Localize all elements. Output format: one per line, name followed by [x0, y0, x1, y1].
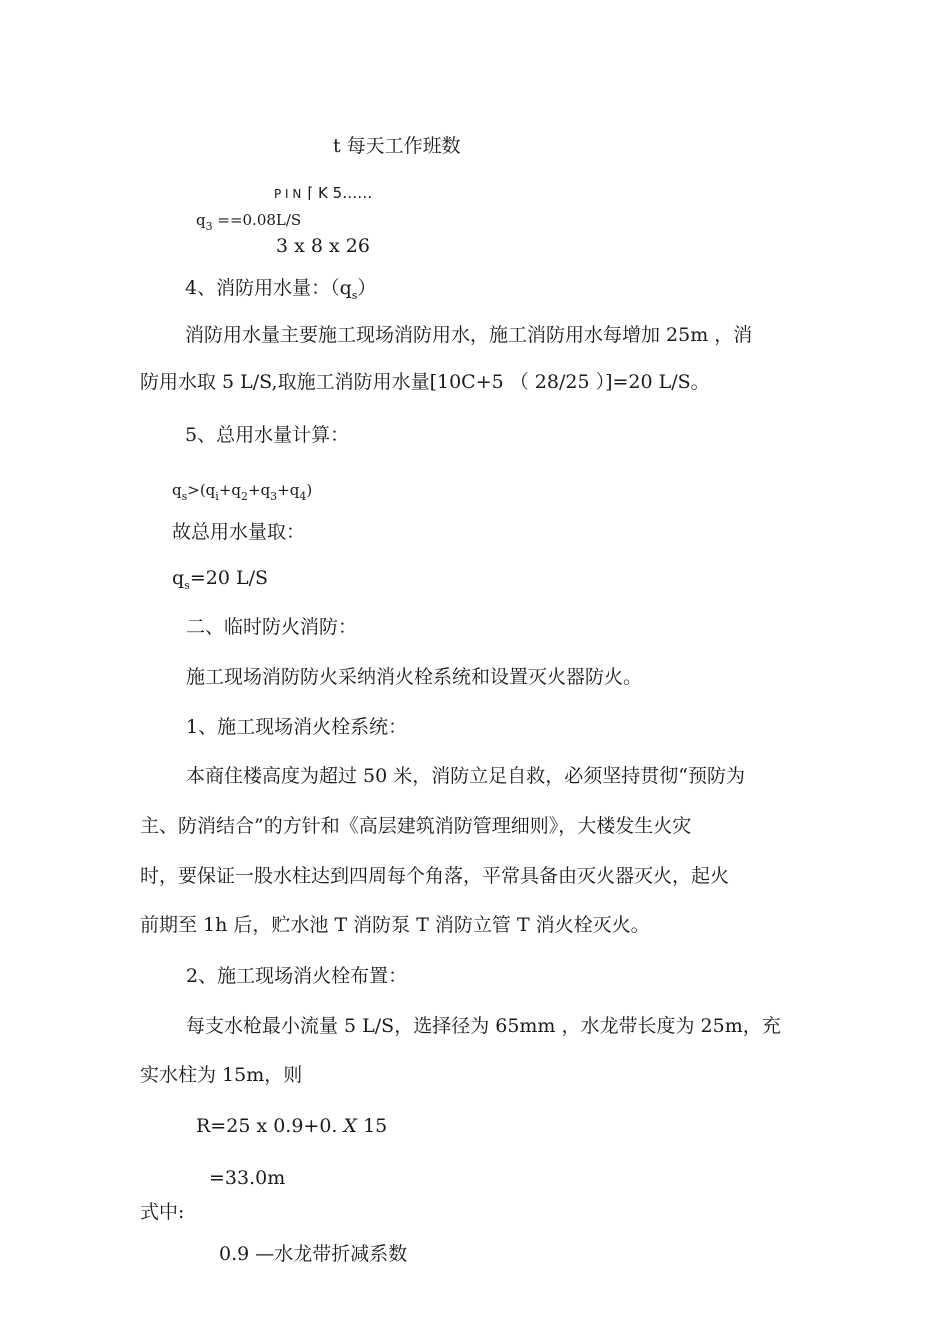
- heading-hydrant-layout: 2、施工现场消火栓布置：: [186, 965, 408, 987]
- paragraph-hydrant-line-4: 前期至 1h 后，贮水池 T 消防泵 T 消防立管 T 消火栓灭火。: [140, 914, 650, 936]
- text-line-q3-result: $q_3 ==0.08L/S$: [196, 211, 302, 233]
- paragraph-hydrant-line-1: 本商住楼高度为超过 50 米，消防立足自救，必须坚持贯彻“预防为: [186, 765, 745, 787]
- paragraph-layout-line-1: 每支水枪最小流量 5 L/S，选择径为 65mm ，水龙带长度为 25m，充: [186, 1015, 781, 1037]
- paragraph-fire-water-line-1: 消防用水量主要施工现场消防用水，施工消防用水每增加 25m ，消: [185, 324, 753, 346]
- paragraph-fire-water-line-2: 防用水取 5 L/S,取施工消防用水量[10C+5 （ 28/25 ）]=20 L/S。: [140, 371, 710, 393]
- paragraph-hydrant-line-2: 主、防消结合”的方针和《高层建筑消防管理细则》，大楼发生火灾: [140, 815, 692, 837]
- formula-total-water-result: $q_s=20$ L/S: [172, 567, 268, 592]
- text-line-q3-denominator: 3 x 8 x 26: [276, 235, 370, 257]
- formula-fragment-k5: ⌈ K 5……: [307, 184, 373, 202]
- text-line-formula-fragment: [274, 183, 372, 202]
- text-line-shifts: t 每天工作班数: [333, 135, 461, 157]
- formula-fragment-pin: P I N: [274, 187, 302, 201]
- heading-fire-water: 4、消防用水量：$(q_s)$: [185, 277, 377, 302]
- paragraph-fire-system: 施工现场消防防火采纳消火栓系统和设置灭火器防火。: [186, 666, 643, 688]
- heading-temporary-fire: 二、临时防火消防：: [186, 616, 358, 638]
- formula-radius-result: =33.0m: [209, 1167, 286, 1189]
- heading-total-water: 5、总用水量计算：: [185, 424, 350, 446]
- paragraph-hydrant-line-3: 时，要保证一股水柱达到四周每个角落，平常具备由灭火器灭火，起火: [140, 865, 730, 887]
- text-line-total-water-take: 故总用水量取：: [172, 521, 306, 543]
- formula-radius: R=25 x 0.9+0. X 15: [196, 1115, 388, 1137]
- text-line-hose-factor: 0.9 —水龙带折减系数: [219, 1243, 408, 1265]
- heading-hydrant-system: 1、施工现场消火栓系统：: [186, 716, 408, 738]
- text-line-where: 式中:: [140, 1201, 185, 1223]
- paragraph-layout-line-2: 实水柱为 15m，则: [140, 1064, 303, 1086]
- formula-total-water: $q_s>(q_i+q_2+q_3+q_4)$: [172, 481, 313, 503]
